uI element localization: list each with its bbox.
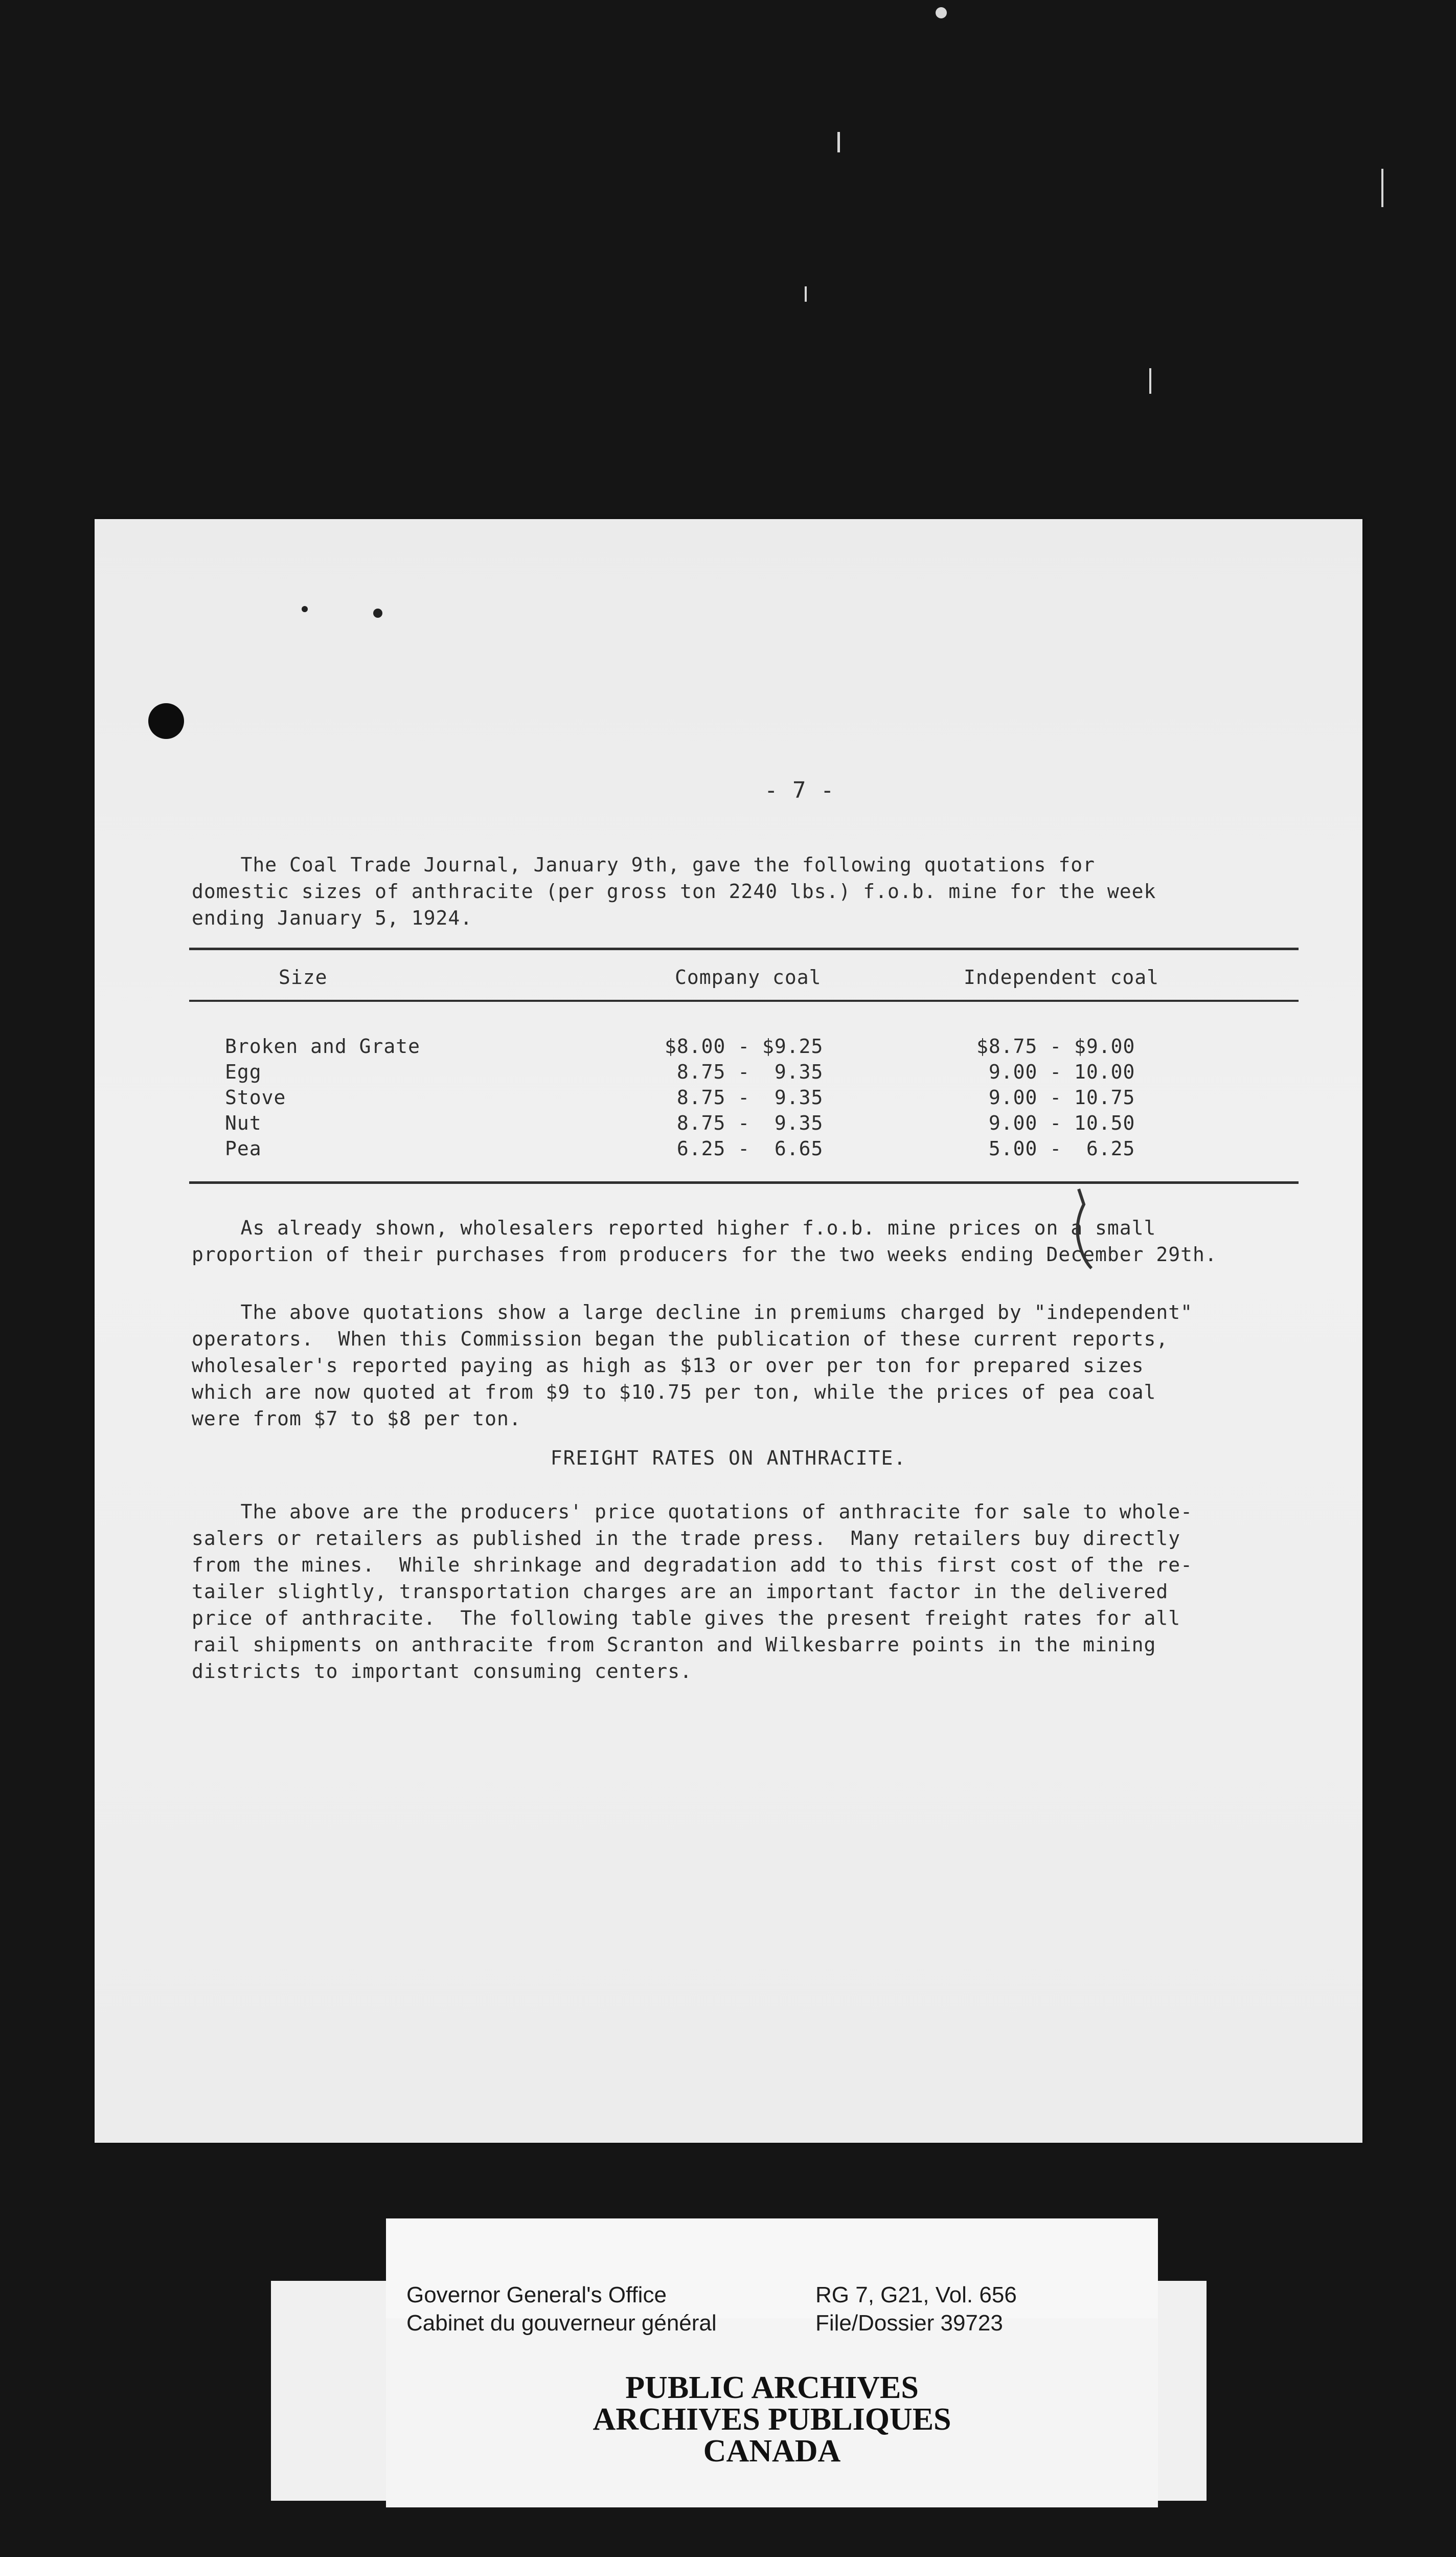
cell-size: Nut [225,1112,262,1134]
cell-company: 8.75 - 9.35 [665,1061,824,1083]
table-row [95,1033,1362,1060]
text-line: price of anthracite. The following table gives the present freight rates for all [192,1607,1181,1629]
table-row [95,1059,1362,1085]
cell-size: Egg [225,1061,262,1083]
column-header-company: Company coal [675,966,822,989]
text-line: districts to important consuming centers. [192,1660,692,1683]
table-row [95,1084,1362,1111]
table-row [95,1110,1362,1136]
film-scratch [837,132,840,152]
ink-mark [373,609,382,618]
cell-independent: 9.00 - 10.75 [976,1086,1135,1109]
text-line: The above are the producers' price quotations of anthracite for sale to whole- [192,1500,1193,1523]
cell-size: Broken and Grate [225,1035,421,1058]
file-number: File/Dossier 39723 [815,2311,1003,2336]
table-row [95,1135,1362,1162]
text-line: domestic sizes of anthracite (per gross ton 2240 lbs.) f.o.b. mine for the week [192,880,1156,903]
cell-company: $8.00 - $9.25 [665,1035,824,1058]
cell-independent: $8.75 - $9.00 [976,1035,1135,1058]
cell-company: 8.75 - 9.35 [665,1112,824,1134]
text-line: from the mines. While shrinkage and degradation add to this first cost of the re- [192,1554,1193,1576]
column-header-size: Size [279,966,328,989]
text-line: proportion of their purchases from producers for the two weeks ending December 29th. [192,1243,1217,1266]
hand-drawn-mark [1068,1184,1104,1271]
film-scratch [1149,368,1151,394]
table-header-rule [189,1000,1299,1002]
text-line: wholesaler's reported paying as high as $13 or over per ton for prepared sizes [192,1354,1144,1377]
film-speck [936,7,947,18]
text-line: rail shipments on anthracite from Scranton and Wilkesbarre points in the mining [192,1633,1156,1656]
text-line: As already shown, wholesalers reported higher f.o.b. mine prices on a small [192,1217,1156,1239]
cell-independent: 5.00 - 6.25 [976,1137,1135,1160]
page-number: - 7 - [764,777,835,803]
text-line: tailer slightly, transportation charges are an important factor in the delivered [192,1580,1169,1603]
text-line: operators. When this Commission began the publication of these current reports, [192,1328,1169,1350]
punch-hole [148,703,184,739]
cell-size: Pea [225,1137,262,1160]
office-en: Governor General's Office [406,2282,667,2307]
label-header [386,2218,1158,2336]
table-top-rule [189,948,1299,950]
cell-independent: 9.00 - 10.00 [976,1061,1135,1083]
text-line: were from $7 to $8 per ton. [192,1407,521,1430]
cell-company: 6.25 - 6.65 [665,1137,824,1160]
reference: RG 7, G21, Vol. 656 [815,2282,1017,2307]
cell-size: Stove [225,1086,286,1109]
film-scratch [805,286,807,302]
office-fr: Cabinet du gouverneur général [406,2311,717,2336]
stamp-line-1: PUBLIC ARCHIVES [625,2370,919,2405]
column-header-independent: Independent coal [964,966,1159,989]
document-page [95,519,1362,2143]
table-bottom-rule [189,1181,1299,1184]
archive-label [386,2218,1158,2507]
text-line: which are now quoted at from $9 to $10.75 per ton, while the prices of pea coal [192,1381,1156,1403]
text-line: The above quotations show a large decline in premiums charged by "independent" [192,1301,1193,1324]
film-scratch [1381,169,1383,207]
text-line: The Coal Trade Journal, January 9th, gave the following quotations for [192,854,1095,876]
section-heading: FREIGHT RATES ON ANTHRACITE. [550,1447,907,1469]
ink-mark [302,606,308,612]
text-line: ending January 5, 1924. [192,907,473,929]
cell-company: 8.75 - 9.35 [665,1086,824,1109]
cell-independent: 9.00 - 10.50 [976,1112,1135,1134]
text-line: salers or retailers as published in the trade press. Many retailers buy directly [192,1527,1181,1550]
stamp-line-3: CANADA [703,2434,841,2469]
stamp-line-2: ARCHIVES PUBLIQUES [593,2402,951,2437]
